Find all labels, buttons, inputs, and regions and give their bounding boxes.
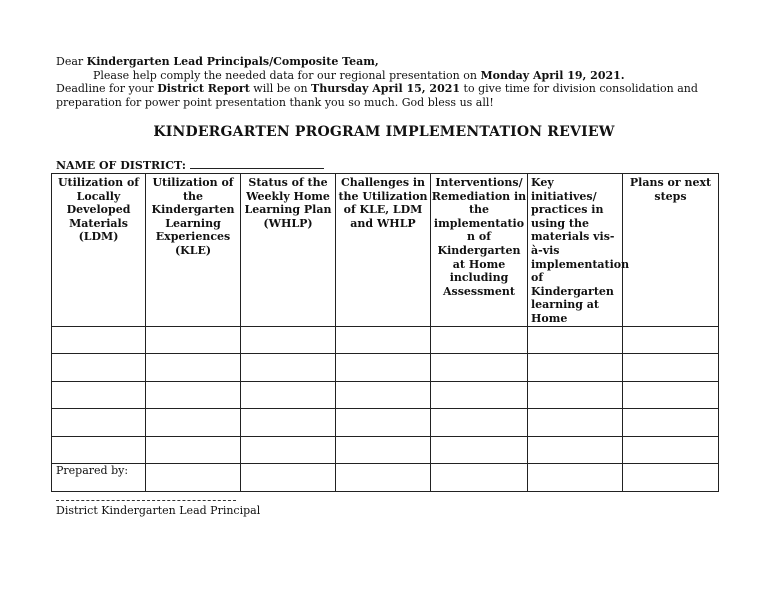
- table-cell[interactable]: [336, 436, 431, 464]
- table-header-row: [52, 174, 719, 327]
- column-header-ldm: Utilization of Locally Developed Materials (LDM): [52, 174, 146, 327]
- table-cell[interactable]: [52, 354, 146, 382]
- table-cell[interactable]: [52, 326, 146, 354]
- deadline-date: Thursday April 15, 2021: [311, 82, 461, 95]
- column-header-interventions: Interventions/ Remediation in the implementatio n of Kindergarten at Home including Assessment: [431, 174, 528, 327]
- table-cell[interactable]: [146, 354, 241, 382]
- column-header-kle: Utilization of the Kindergarten Learning Experiences (KLE): [146, 174, 241, 327]
- table-cell[interactable]: [241, 436, 336, 464]
- table-cell[interactable]: [241, 381, 336, 409]
- table-cell[interactable]: [241, 409, 336, 437]
- table-cell[interactable]: [623, 464, 719, 492]
- table-cell[interactable]: [146, 409, 241, 437]
- table-cell[interactable]: [623, 436, 719, 464]
- table-cell[interactable]: [623, 381, 719, 409]
- table-cell[interactable]: [241, 464, 336, 492]
- table-row: [52, 381, 719, 409]
- column-header-whlp: Status of the Weekly Home Learning Plan (WHLP): [241, 174, 336, 327]
- table-row: [52, 326, 719, 354]
- table-cell[interactable]: [623, 409, 719, 437]
- review-table: [51, 173, 719, 492]
- table-cell[interactable]: [528, 436, 623, 464]
- table-cell[interactable]: [336, 409, 431, 437]
- deadline-text-c: to give time for division consolidation and preparation for power point presentation thank you so much. God bless us all!: [56, 82, 698, 109]
- table-cell[interactable]: [146, 464, 241, 492]
- request-line: [56, 69, 716, 83]
- prepared-by-label: Prepared by:: [56, 464, 129, 477]
- table-cell[interactable]: [241, 326, 336, 354]
- table-cell[interactable]: [528, 354, 623, 382]
- table-cell[interactable]: [431, 409, 528, 437]
- table-cell[interactable]: [431, 381, 528, 409]
- signature-line[interactable]: [56, 500, 236, 501]
- district-label: NAME OF DISTRICT:: [56, 159, 186, 172]
- deadline-text-a: Deadline for your: [56, 82, 158, 95]
- table-body: [52, 326, 719, 491]
- table-cell[interactable]: [431, 354, 528, 382]
- district-report-label: District Report: [157, 82, 250, 95]
- table-cell[interactable]: [336, 326, 431, 354]
- request-text: Please help comply the needed data for our regional presentation on: [93, 68, 481, 82]
- table-cell[interactable]: [336, 464, 431, 492]
- table-cell[interactable]: [52, 436, 146, 464]
- table-cell[interactable]: [528, 464, 623, 492]
- table-cell[interactable]: [241, 354, 336, 382]
- table-cell[interactable]: [146, 436, 241, 464]
- table-cell[interactable]: [52, 409, 146, 437]
- deadline-paragraph: [56, 82, 716, 109]
- deadline-text-b: will be on: [249, 82, 312, 95]
- district-name-field: [56, 159, 324, 172]
- table-cell[interactable]: [146, 326, 241, 354]
- table-cell[interactable]: [623, 354, 719, 382]
- table-cell[interactable]: [623, 326, 719, 354]
- presentation-date: Monday April 19, 2021.: [480, 68, 625, 82]
- table-row: [52, 464, 719, 492]
- table-cell[interactable]: [431, 326, 528, 354]
- table-cell[interactable]: [528, 326, 623, 354]
- table-cell[interactable]: [528, 381, 623, 409]
- table-cell[interactable]: [528, 409, 623, 437]
- page-title: KINDERGARTEN PROGRAM IMPLEMENTATION REVIEW: [153, 124, 615, 140]
- district-blank-line[interactable]: [190, 159, 324, 169]
- signature-title: District Kindergarten Lead Principal: [56, 504, 261, 517]
- table-row: [52, 354, 719, 382]
- column-header-challenges: Challenges in the Utilization of KLE, LDM and WHLP: [336, 174, 431, 327]
- table-row: [52, 436, 719, 464]
- table-cell[interactable]: [52, 381, 146, 409]
- table-cell[interactable]: [336, 354, 431, 382]
- letter-body: [56, 55, 716, 109]
- table-cell[interactable]: [431, 436, 528, 464]
- greeting-line: [56, 55, 716, 69]
- greeting-recipients: Kindergarten Lead Principals/Composite Team,: [86, 55, 379, 68]
- table-cell[interactable]: [146, 381, 241, 409]
- table-cell[interactable]: [336, 381, 431, 409]
- column-header-plans: Plans or next steps: [623, 174, 719, 327]
- column-header-key-initiatives: Key initiatives/ practices in using the materials vis-à-vis implementation of Kindergarten learning at Home: [528, 174, 623, 327]
- table-row: [52, 409, 719, 437]
- greeting-prefix: Dear: [56, 55, 87, 68]
- table-cell[interactable]: [431, 464, 528, 492]
